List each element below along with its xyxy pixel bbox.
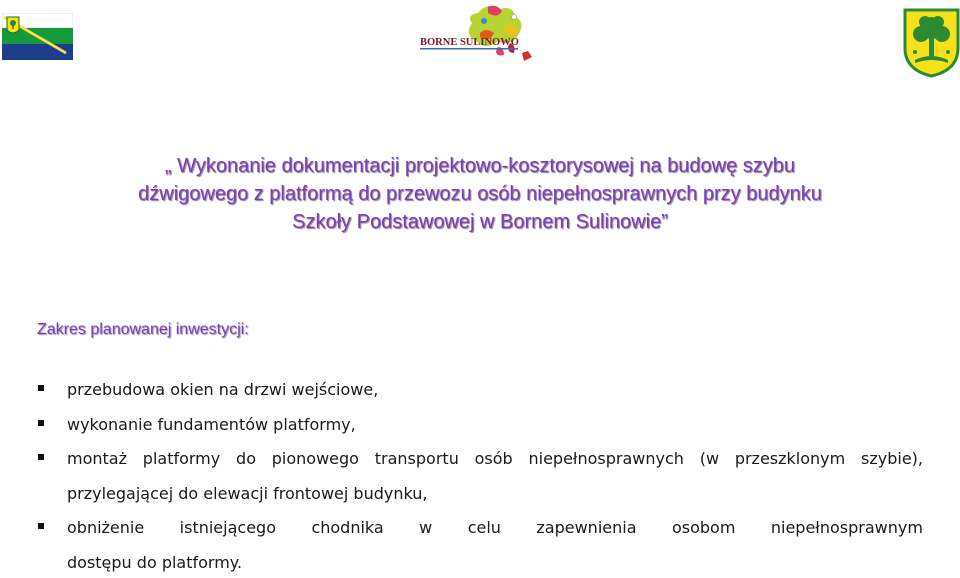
list-item-justified-line xyxy=(67,511,923,546)
list-word: chodnika xyxy=(311,518,384,537)
document-title xyxy=(40,152,920,236)
list-word: celu xyxy=(467,518,501,537)
list-item xyxy=(37,511,923,578)
list-item xyxy=(37,408,923,443)
list-word: istniejącego xyxy=(179,518,276,537)
square-bullet-icon xyxy=(38,385,44,391)
scope-heading: Zakres planowanej inwestycji: xyxy=(37,321,249,338)
list-word: obniżenie xyxy=(67,518,145,537)
list-word: zapewnienia xyxy=(536,518,637,537)
square-bullet-icon xyxy=(38,523,44,529)
municipal-flag-logo xyxy=(2,13,73,60)
list-item-text-continued: dostępu do platformy. xyxy=(67,552,243,572)
title-line-2: dźwigowego z platformą do przewozu osób niepełnosprawnych przy budynku xyxy=(138,183,822,205)
list-item xyxy=(37,373,923,408)
list-item-text: montaż platformy do pionowego transportu osób niepełnosprawnych (w przeszklonym szybie), przylegającej do elewacji frontowej budynku, xyxy=(67,449,923,503)
title-line-3: Szkoły Podstawowej w Bornem Sulinowie” xyxy=(292,211,668,233)
borne-sulinowo-logo xyxy=(418,3,540,69)
list-item xyxy=(37,442,923,511)
title-line-1: „ Wykonanie dokumentacji projektowo-kosztorysowej na budowę szybu xyxy=(164,155,796,177)
coat-of-arms-logo xyxy=(903,8,960,78)
square-bullet-icon xyxy=(38,420,44,426)
list-word: osobom xyxy=(671,518,736,537)
list-item-text: przebudowa okien na drzwi wejściowe, xyxy=(67,380,379,399)
scope-list xyxy=(37,373,923,578)
square-bullet-icon xyxy=(38,454,44,460)
brand-logo-text: BORNE SULINOWO xyxy=(420,37,519,48)
list-item-text: wykonanie fundamentów platformy, xyxy=(67,414,356,434)
list-word: niepełnosprawnym xyxy=(770,518,923,537)
list-word: w xyxy=(419,518,433,537)
